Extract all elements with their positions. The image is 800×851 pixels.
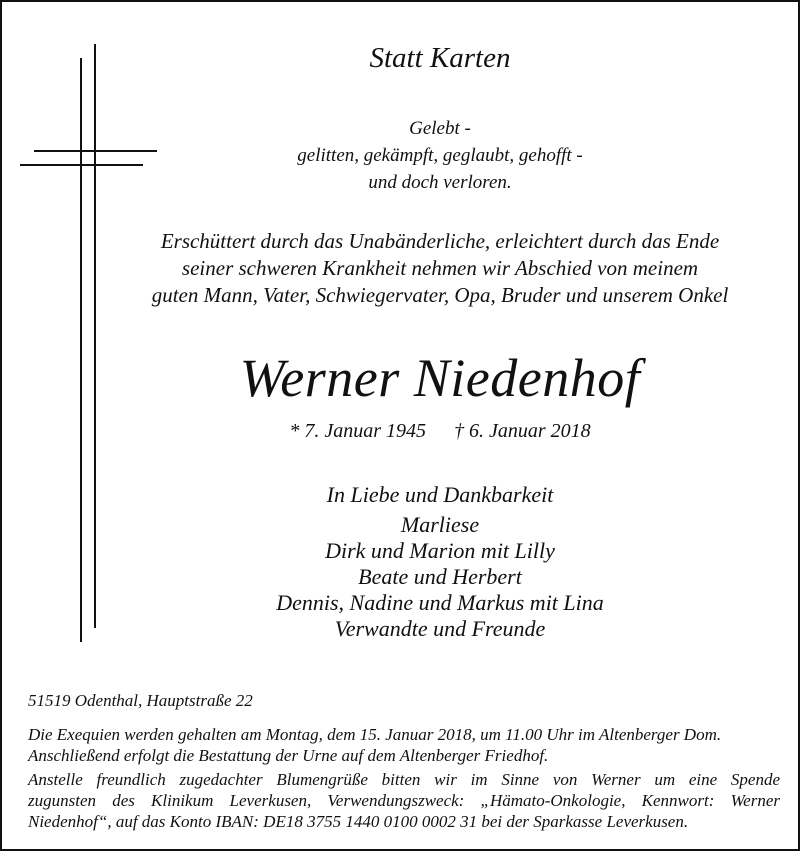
intro-line: Erschüttert durch das Unabänderliche, erleichtert durch das Ende [160,229,720,253]
mourner-name: Dennis, Nadine und Markus mit Lina [276,590,604,615]
mourners [140,482,740,642]
death-date: † 6. Januar 2018 [454,420,591,442]
birth-date: * 7. Januar 1945 [289,420,426,442]
life-dates [140,417,740,445]
donation-line: Anstelle freundlich zugedachter Blumengrüße bitten wir im Sinne von Werner um eine Spende [28,770,780,789]
deceased-name: Werner Niedenhof [239,348,641,408]
donation-info [28,769,780,832]
poem-line: und doch verloren. [368,172,512,193]
poem-line: gelitten, gekämpft, geglaubt, gehofft - [297,145,583,166]
heading: Statt Karten [369,42,511,74]
funeral-info-line: Anschließend erfolgt die Bestattung der Urne auf dem Altenberger Friedhof. [28,746,549,765]
intro-line: seiner schweren Krankheit nehmen wir Abschied von meinem [181,256,699,280]
donation-line: zugunsten des Klinikum Leverkusen, Verwendungszweck: „Hämato-Onkologie, Kennwort: Werner [28,791,780,810]
mourner-name: Beate und Herbert [358,564,522,589]
mourner-name: Verwandte und Freunde [334,616,546,641]
address: 51519 Odenthal, Hauptstraße 22 [28,691,253,710]
mourners-lead: In Liebe und Dankbarkeit [326,482,554,507]
intro-line: guten Mann, Vater, Schwiegervater, Opa, Bruder und unserem Onkel [151,283,729,307]
mourner-name: Marliese [400,512,480,537]
poem-line: Gelebt - [409,118,471,139]
intro-text [140,228,740,309]
funeral-info-line: Die Exequien werden gehalten am Montag, dem 15. Januar 2018, um 11.00 Uhr im Altenberger Dom. [28,725,722,744]
poem [140,115,740,196]
donation-line: Niedenhof“, auf das Konto IBAN: DE18 3755 1440 0100 0002 31 bei der Sparkasse Leverkusen. [28,812,689,831]
mourner-name: Dirk und Marion mit Lilly [325,538,555,563]
funeral-info [28,724,780,766]
